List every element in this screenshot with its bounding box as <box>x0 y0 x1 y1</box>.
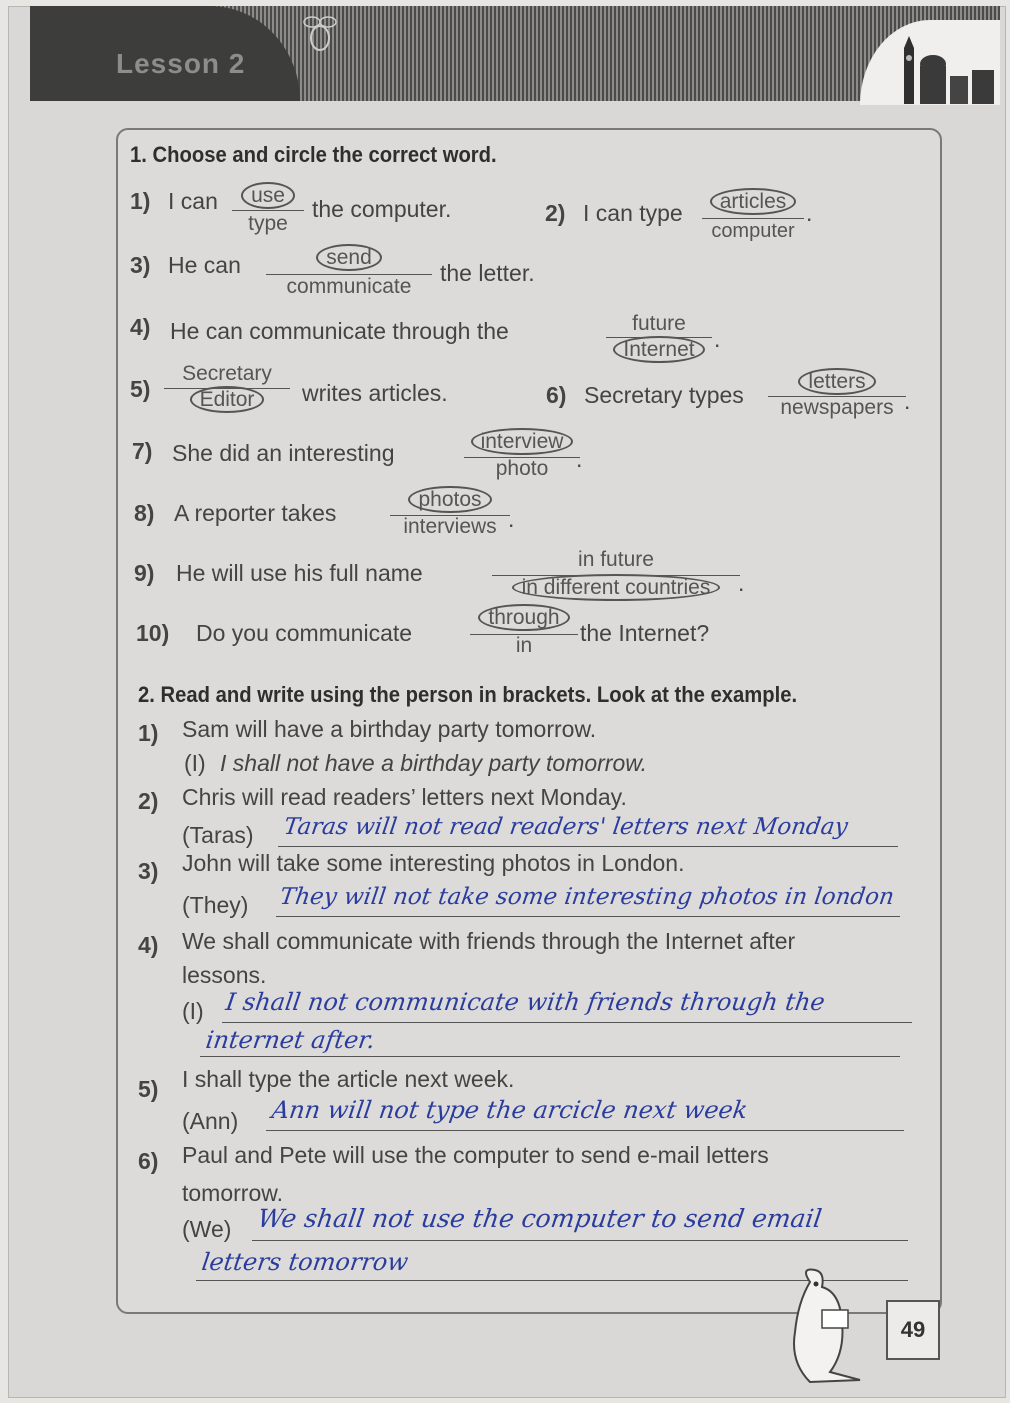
ex1-item2-divider <box>702 218 804 219</box>
page-number: 49 <box>886 1300 940 1360</box>
ex1-item6-option-top[interactable]: letters <box>768 370 906 394</box>
exercise2-title: 2. Read and write using the person in brackets. Look at the example. <box>138 682 798 707</box>
ex2-item3-sentence: John will take some interesting photos in London. <box>182 850 685 876</box>
ex1-item1-option-bottom[interactable]: type <box>248 212 288 235</box>
ex2-item3-answer-line <box>276 916 900 917</box>
ex1-item3-number: 3) <box>130 252 151 278</box>
ex2-item6-answer-line1-text[interactable]: We shall not use the computer to send email <box>255 1204 824 1233</box>
ex1-item7-after: . <box>576 446 583 472</box>
exercise1-title: 1. Choose and circle the correct word. <box>130 142 497 167</box>
ex2-item6-number: 6) <box>138 1148 159 1174</box>
ex1-item10-before: Do you communicate <box>196 620 413 646</box>
ex1-item1-before: I can <box>168 188 218 214</box>
ex1-item9-option-top[interactable]: in future <box>578 548 654 571</box>
ex1-item8-option-top[interactable]: photos <box>390 488 510 512</box>
ex1-item4-option-top[interactable]: future <box>632 312 686 335</box>
ex1-item5-after: writes articles. <box>302 380 448 406</box>
ex2-item2-sentence: Chris will read readers’ letters next Monday. <box>182 784 627 810</box>
ex2-item1-person: (I) <box>184 750 206 776</box>
ex1-item3-after: the letter. <box>440 260 535 286</box>
ex2-item2-number: 2) <box>138 788 159 814</box>
ex1-item10-option-bottom[interactable]: in <box>515 634 533 657</box>
ex1-item9-number: 9) <box>134 560 155 586</box>
ex2-item4-answer-line2 <box>200 1056 900 1057</box>
ex1-item10-option-top[interactable]: through <box>470 606 578 630</box>
ex2-item5-answer[interactable]: Ann will not type the arcicle next week <box>270 1096 750 1124</box>
ex2-item6-sentence-cont: tomorrow. <box>182 1180 283 1206</box>
ex2-item1-sentence: Sam will have a birthday party tomorrow. <box>182 716 597 742</box>
ex1-item8-option-bottom[interactable]: interviews <box>403 515 497 538</box>
ex1-item1-divider <box>232 210 304 211</box>
ex1-item7-option-top[interactable]: interview <box>464 430 580 454</box>
ex1-item8-number: 8) <box>134 500 155 526</box>
ex1-item7-number: 7) <box>132 438 153 464</box>
ex2-item1-number: 1) <box>138 720 159 746</box>
ex1-item4-before: He can communicate through the <box>170 318 509 344</box>
ex2-item3-person: (They) <box>182 892 249 918</box>
ex2-item4-sentence-cont: lessons. <box>182 962 267 988</box>
ex2-item1-example-answer: I shall not have a birthday party tomorrow. <box>220 750 647 776</box>
ex1-item9-option-bottom[interactable]: in different countries <box>492 576 740 600</box>
ex2-item6-answer-line1 <box>252 1240 908 1241</box>
bee-icon <box>300 8 340 58</box>
ex2-item4-answer-line2-text[interactable]: internet after. <box>204 1026 377 1054</box>
ex2-item6-answer-line2-text[interactable]: letters tomorrow <box>200 1248 410 1276</box>
ex1-item9-before: He will use his full name <box>176 560 423 586</box>
ex1-item10-number: 10) <box>136 620 170 646</box>
ex1-item2-option-top[interactable]: articles <box>702 190 804 214</box>
ex2-item5-number: 5) <box>138 1076 159 1102</box>
kangaroo-illustration-icon <box>770 1262 880 1387</box>
ex1-item3-option-top[interactable]: send <box>266 246 432 270</box>
ex1-item8-after: . <box>508 506 515 532</box>
ex1-item1-after: the computer. <box>312 196 452 222</box>
ex1-item7-option-bottom[interactable]: photo <box>495 457 549 480</box>
ex2-item3-number: 3) <box>138 858 159 884</box>
ex2-item2-person: (Taras) <box>182 822 254 848</box>
ex1-item7-before: She did an interesting <box>172 440 395 466</box>
ex2-item4-number: 4) <box>138 932 159 958</box>
ex2-item4-answer-line1 <box>222 1022 912 1023</box>
ex1-item6-number: 6) <box>546 382 567 408</box>
ex1-item8-before: A reporter takes <box>174 500 337 526</box>
ex1-item4-option-bottom[interactable]: Internet <box>606 338 712 362</box>
ex1-item1-number: 1) <box>130 188 151 214</box>
lesson-title: Lesson 2 <box>116 48 246 79</box>
ex1-item5-number: 5) <box>130 376 151 402</box>
ex2-item6-sentence: Paul and Pete will use the computer to send e-mail letters <box>182 1142 769 1168</box>
ex2-item4-sentence: We shall communicate with friends through the Internet after <box>182 928 796 954</box>
ex1-item1-option-top[interactable]: use <box>232 184 304 208</box>
ex2-item5-sentence: I shall type the article next week. <box>182 1066 515 1092</box>
ex1-item4-after: . <box>714 326 721 352</box>
ex1-item2-number: 2) <box>545 200 566 226</box>
ex1-item4-number: 4) <box>130 314 151 340</box>
ex1-item2-before: I can type <box>583 200 683 226</box>
ex2-item3-answer[interactable]: They will not take some interesting photos in london <box>278 884 896 910</box>
ex2-item4-answer-line1-text[interactable]: I shall not communicate with friends through the <box>224 988 827 1016</box>
ex1-item6-after: . <box>904 388 911 414</box>
ex2-item2-answer-line <box>278 846 898 847</box>
ex2-item4-person: (I) <box>182 998 204 1024</box>
ex2-item2-answer[interactable]: Taras will not read readers' letters next Monday <box>282 814 850 840</box>
london-skyline-icon <box>900 36 1000 104</box>
ex1-item3-before: He can <box>168 252 241 278</box>
ex1-item10-after: the Internet? <box>580 620 710 646</box>
ex2-item6-person: (We) <box>182 1216 232 1242</box>
ex2-item5-answer-line <box>266 1130 904 1131</box>
ex1-item2-after: . <box>806 200 813 226</box>
ex1-item6-option-bottom[interactable]: newspapers <box>780 396 894 419</box>
ex1-item2-option-bottom[interactable]: computer <box>711 220 795 242</box>
ex1-item6-before: Secretary types <box>584 382 744 408</box>
ex1-item9-after: . <box>738 570 745 596</box>
ex2-item5-person: (Ann) <box>182 1108 239 1134</box>
ex1-item5-option-bottom[interactable]: Editor <box>164 388 290 412</box>
ex1-item5-option-top[interactable]: Secretary <box>182 362 272 385</box>
ex1-item3-option-bottom[interactable]: communicate <box>286 275 412 298</box>
